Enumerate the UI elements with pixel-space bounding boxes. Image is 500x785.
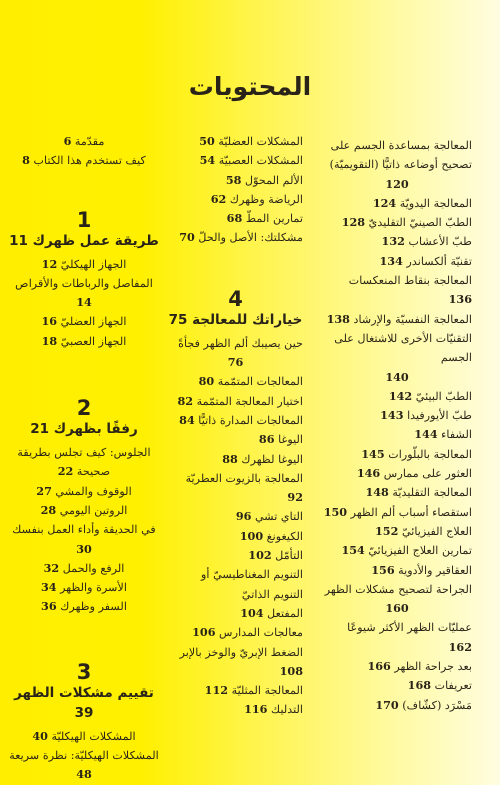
toc-entry[interactable]: الوقوف والمشي 27 [36,483,132,498]
toc-entry[interactable]: الروتين اليومي 28 [40,502,128,517]
toc-entry[interactable]: المعالجات المتمّمة 80 [198,374,303,389]
toc-entry[interactable]: المعالجة بنقاط المنعكسات 136 [348,274,472,307]
toc-entry[interactable]: العثور على ممارس 146 [356,466,472,481]
section-number: 3 [76,659,92,684]
section-title[interactable]: تقييم مشكلات الظهر 39 [14,684,154,721]
toc-entry[interactable]: التاي تشي 96 [235,509,303,524]
toc-column-middle [168,132,303,720]
toc-entry[interactable]: تمارين المطّ 68 [226,211,303,226]
toc-entry[interactable]: الكيغونغ 100 [239,528,303,543]
section-title[interactable]: خياراتك للمعالجة 75 [168,311,303,328]
toc-entry[interactable]: اليوغا لظهرك 88 [222,451,303,466]
toc-entry[interactable]: المعالجة بالبلّورات 145 [361,446,472,461]
toc-entry[interactable]: الجراحة لتصحيح مشكلات الظهر 160 [324,582,472,616]
toc-column-left [322,136,472,715]
toc-entry[interactable]: حين يصيبك ألم الظهر فجأةً 76 [178,336,303,370]
section-number: 1 [76,207,92,232]
toc-column-right [8,132,160,785]
toc-entry[interactable]: العلاج الفيزيائيّ 152 [375,523,472,538]
toc-entry[interactable]: طبّ الأيورفيدا 143 [380,408,472,423]
toc-entry[interactable]: المفاصل والرباطات والأقراص 14 [15,276,153,310]
toc-entry[interactable]: المعالجة بالزيوت العطريّة 92 [185,471,303,505]
toc-entry[interactable]: العقاقير والأدوية 156 [371,562,472,577]
toc-entry[interactable]: الشفاء 144 [414,427,472,442]
page-title: المحتويات [188,72,312,101]
toc-entry[interactable]: الرفع والحمل 32 [43,560,125,575]
toc-entry[interactable]: مقدّمة 6 [63,134,105,148]
toc-entry[interactable]: المعالجة بمساعدة الجسم على تصحيح أوضاعه ذاتيًّا (التقويميّة) 120 [329,139,472,191]
toc-entry[interactable]: في الحديقة وأداء العمل بنفسك 30 [12,523,156,556]
toc-entry[interactable]: الأسرة والظهر 34 [40,580,128,595]
toc-entry[interactable]: التدليك 116 [244,702,303,717]
toc-entry[interactable]: المعالجة المثليّة 112 [204,683,303,698]
section-number: 4 [228,286,243,311]
section-title[interactable]: طريقة عمل ظهرك 11 [9,232,159,249]
toc-entry[interactable]: تعريفات 168 [407,678,472,693]
toc-entry[interactable]: المعالجة التقليديّة 148 [365,485,472,500]
toc-entry[interactable]: المشكلات الهيكليّة: نظرة سريعة 48 [9,749,159,782]
toc-entry[interactable]: المعالجة النفسيّة والإرشاد 138 [326,311,472,326]
toc-entry[interactable]: عمليّات الظهر الأكثر شيوعًا 162 [347,621,472,654]
toc-entry[interactable]: الطبّ البيئيّ 142 [388,388,472,403]
toc-entry[interactable]: الطبّ الصينيّ التقليديّ 128 [341,215,472,230]
toc-entry[interactable]: التقنيّات الأخرى للاشتغال على الجسم 140 [334,331,472,384]
toc-entry[interactable]: مشكلتك: الأصل والحلّ 70 [179,230,303,245]
toc-entry[interactable]: المعالجات المدارة ذاتيًّا 84 [179,412,303,427]
toc-entry[interactable]: الضغط الإبريّ والوخز بالإبر 108 [179,645,303,678]
toc-entry[interactable]: طبّ الأعشاب 132 [381,234,472,249]
toc-entry[interactable]: الجهاز العصبيّ 18 [41,333,127,348]
toc-entry[interactable]: كيف تستخدم هذا الكتاب 8 [22,153,146,168]
toc-entry[interactable]: السفر وظهرك 36 [41,599,127,614]
toc-entry[interactable]: المشكلات الهيكليّة 40 [32,728,136,743]
toc-entry[interactable]: التأمّل 102 [248,548,303,563]
toc-entry[interactable]: الجهاز العضليّ 16 [41,314,127,329]
toc-entry[interactable]: اختيار المعالجة المتمّمة 82 [177,393,303,408]
toc-entry[interactable]: بعد جراحة الظهر 166 [367,659,472,674]
toc-entry[interactable]: الرياضة وظهرك 62 [210,191,303,206]
toc-entry[interactable]: استقصاء أسباب ألم الظهر 150 [323,504,472,519]
toc-entry[interactable]: الجلوس: كيف تجلس بطريقة صحيحة 22 [17,446,151,479]
toc-entry[interactable]: معالجات المدارس 106 [192,625,303,640]
toc-entry[interactable]: المشكلات العصبيّة 54 [199,153,303,168]
toc-entry[interactable]: الألم المحوّل 58 [225,172,303,187]
toc-entry[interactable]: مَسْرَد (كشّاف) 170 [375,697,472,712]
toc-entry[interactable]: المعالجة اليدويّة 124 [372,195,472,210]
toc-entry[interactable]: تمارين العلاج الفيزيائيّ 154 [341,543,472,558]
toc-entry[interactable]: المفتعل 104 [240,605,303,620]
toc-entry[interactable]: التنويم المغناطيسيّ أو التنويم الذاتيّ [201,568,303,601]
toc-entry[interactable]: المشكلات العضليّة 50 [199,134,303,148]
toc-entry[interactable]: تقنيّة ألكساندر 134 [379,253,472,268]
toc-entry[interactable]: اليوغا 86 [258,432,303,447]
toc-entry[interactable]: الجهاز الهيكليّ 12 [41,256,127,271]
section-title[interactable]: رفقًا بظهرك 21 [30,421,138,438]
section-number: 2 [76,396,92,421]
